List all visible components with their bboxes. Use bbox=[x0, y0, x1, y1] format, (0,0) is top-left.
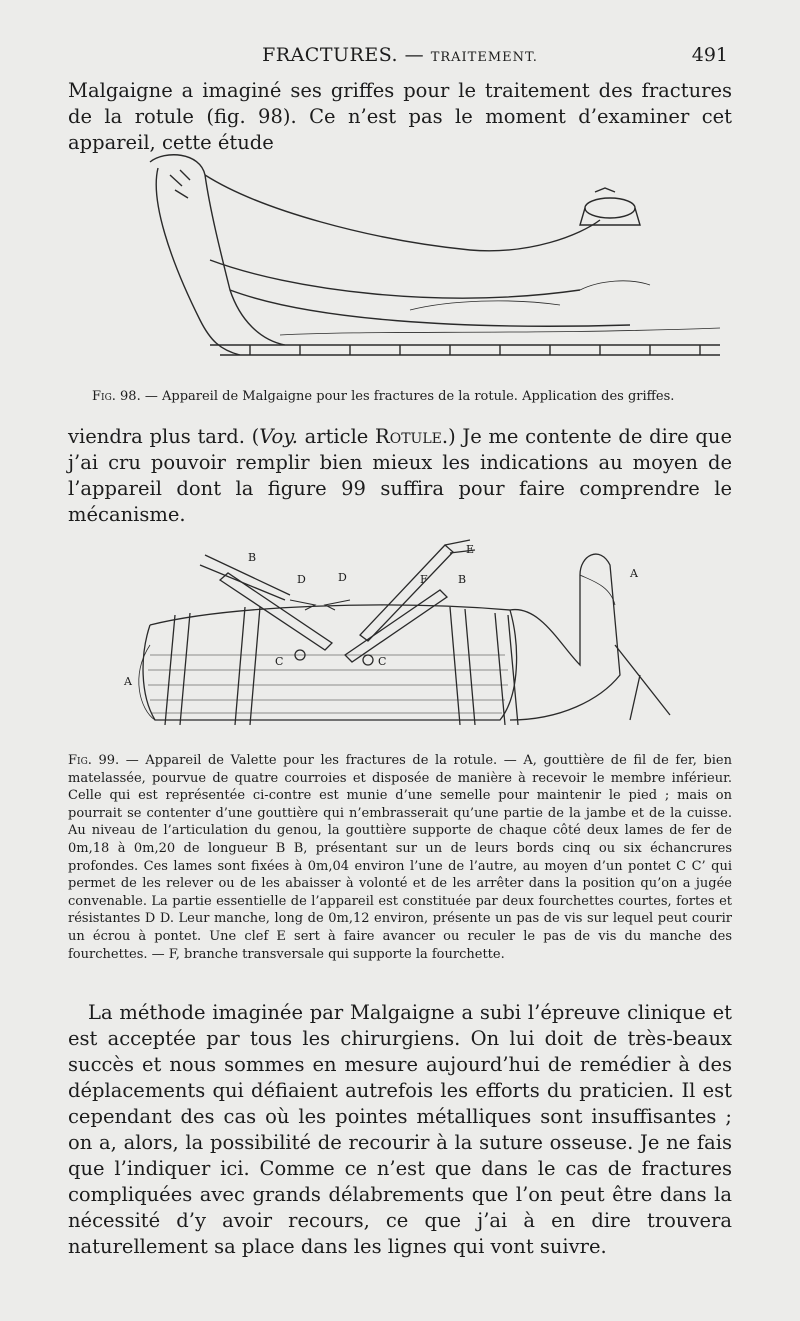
figure-99-caption bbox=[68, 752, 732, 963]
running-title-sub: TRAITEMENT. bbox=[430, 50, 538, 65]
running-header bbox=[68, 44, 732, 72]
fig99-label-c-left: C bbox=[275, 655, 284, 668]
fig99-label-d-right: D bbox=[338, 571, 347, 584]
fig99-label-a-right: A bbox=[630, 567, 638, 580]
fig99-label-d-left: D bbox=[297, 573, 306, 586]
fig99-label-e: E bbox=[466, 543, 475, 556]
running-title bbox=[68, 44, 732, 66]
figure-98-caption-label: Fig. 98. bbox=[92, 389, 141, 404]
paragraph-1: Malgaigne a imaginé ses griffes pour le traitement des fractures de la rotule (fig. 98). Ce n’est pas le moment d’examiner cet appareil, cette étude bbox=[68, 79, 732, 154]
paragraph-2-start: viendra plus tard. ( bbox=[68, 425, 260, 448]
figure-99-illustration bbox=[110, 525, 690, 750]
fig99-label-b-right: B bbox=[458, 573, 467, 586]
figure-98-caption bbox=[92, 388, 732, 406]
fig99-label-a-left: A bbox=[124, 675, 132, 688]
paragraph-3: La méthode imaginée par Malgaigne a subi l’épreuve clinique et est acceptée par tous les chirurgiens. On lui doit de très-beaux succès et nous sommes en mesure aujourd’hui de remédier à des déplacements qui défiaient autrefois les efforts du praticien. Il est cependant des cas où les pointes métalliques sont insuffisantes ; on a, alors, la possibilité de recourir à la suture osseuse. Je ne fais que l’indiquer ici. Comme ce n’est que dans le cas de fractures compliquées avec grands délabrements que l’on peut être dans la nécessité d’y avoir recours, ce que j’ai à en dire trouvera naturellement sa place dans les lignes qui vont suivre. bbox=[68, 1001, 732, 1258]
paragraph-2-end: .) Je me contente de dire que j’ai cru pouvoir remplir bien mieux les indications au moyen de l’appareil dont la figure 99 suffira pour faire comprendre le mécanisme. bbox=[68, 425, 732, 526]
fig99-label-b-left: B bbox=[248, 551, 257, 564]
figure-99-caption-label: Fig. 99. bbox=[68, 753, 120, 768]
running-title-main: FRACTURES. bbox=[262, 44, 399, 66]
figure-99-caption-text: — Appareil de Valette pour les fractures de la rotule. — A, gouttière de fil de fer, bien matelassée, pourvue de quatre courroies et disposée de manière à recevoir le membre inférieur. Celle qui est représentée ci-contre est munie d’une semelle pour maintenir le pied ; mais on pourrait se contenter d’une gouttière qui n’embrasserait qu’une partie de la jambe et de la cuisse. Au niveau de l’articulation du genou, la gouttière supporte de chaque côté deux lames de fer de 0m,18 à 0m,20 de longueur B B, présentant sur un de leurs bords cinq ou six échancrures profondes. Ces lames sont fixées à 0m,04 environ l’une de l’autre, au moyen d’un pontet C C’ qui permet de les relever ou de les abaisser à volonté et de les arrêter dans la position qu’on a jugée convenable. La partie essentielle de l’appareil est constituée par deux fourchettes courtes, fortes et résistantes D D. Leur manche, long de 0m,12 environ, présente un pas de vis sur lequel peut courir un écrou à pontet. Une clef E sert à faire avancer ou reculer le pas de vis du manche des fourchettes. — F, branche transversale qui supporte la fourchette. bbox=[68, 753, 732, 962]
paragraph-2 bbox=[68, 424, 732, 528]
paragraph-2-voy: Voy. bbox=[259, 425, 298, 448]
fig99-label-c-right: C bbox=[378, 655, 387, 668]
figure-98-caption-text: — Appareil de Malgaigne pour les fractures de la rotule. Application des griffes. bbox=[144, 389, 675, 404]
figure-98-illustration bbox=[110, 140, 730, 380]
fig99-label-f: F bbox=[420, 573, 428, 586]
paragraph-2-rotule: Rotule bbox=[375, 425, 442, 448]
running-title-separator: — bbox=[404, 44, 425, 66]
paragraph-2-article: article bbox=[297, 425, 376, 448]
page-number: 491 bbox=[691, 44, 728, 66]
